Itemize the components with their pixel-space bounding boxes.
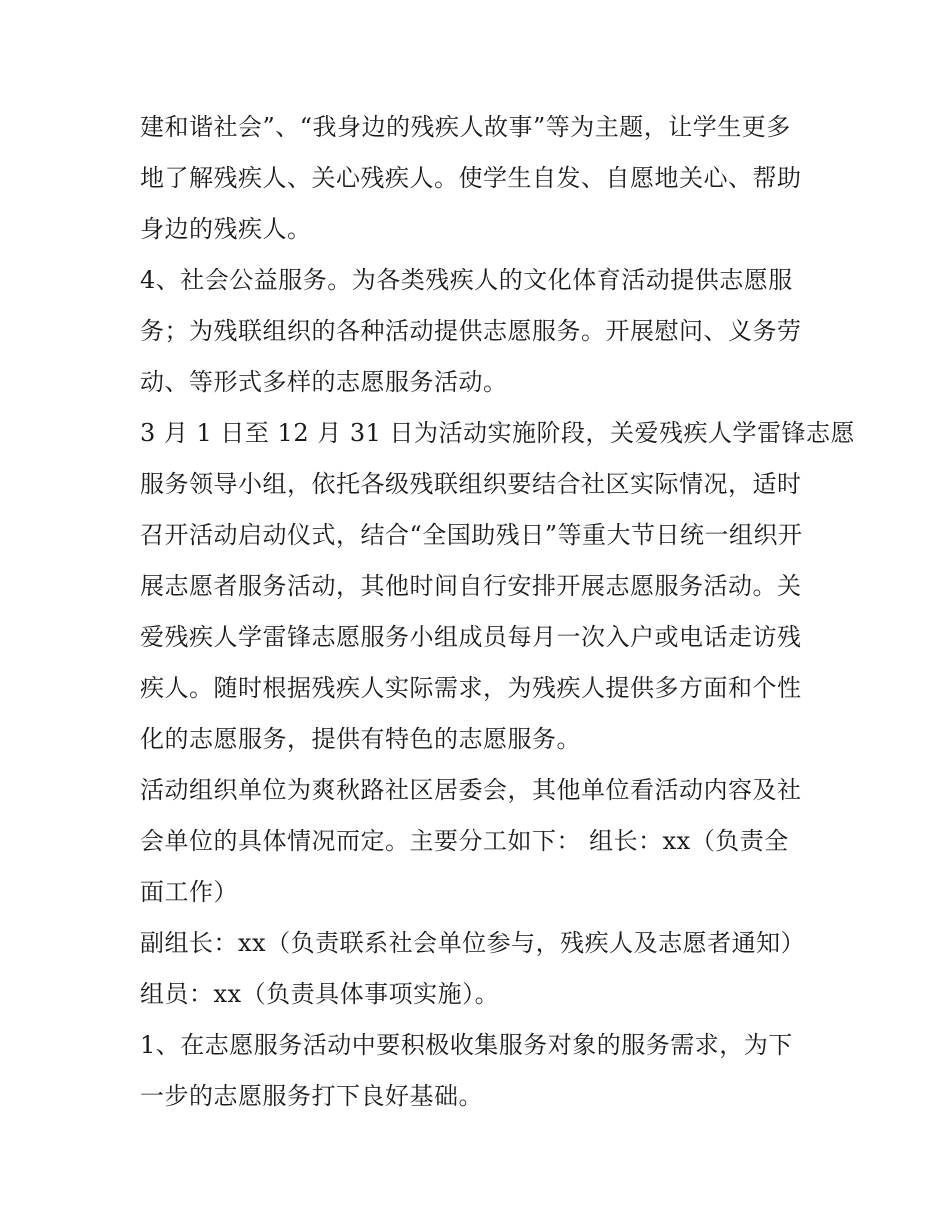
text-line: 动、等形式多样的志愿服务活动。 [140,368,508,396]
text-line: 爱残疾人学雷锋志愿服务小组成员每月一次入户或电话走访残 [140,623,802,651]
text-line: 疾人。随时根据残疾人实际需求，为残疾人提供多方面和个性 [140,674,802,702]
text-line: 服务领导小组，依托各级残联组织要结合社区实际情况，适时 [140,470,802,498]
text-line: 化的志愿服务，提供有特色的志愿服务。 [140,725,581,753]
text-line: 组员：xx（负责具体事项实施）。 [140,980,500,1008]
text-line: 展志愿者服务活动，其他时间自行安排开展志愿服务活动。关 [140,572,802,600]
text-line: 1、在志愿服务活动中要积极收集服务对象的服务需求，为下 [140,1031,793,1059]
text-line: 面工作） [140,878,238,906]
text-line: 召开活动启动仪式，结合“全国助残日”等重大节日统一组织开 [140,521,803,549]
text-line: 副组长：xx（负责联系社会单位参与，残疾人及志愿者通知） [140,929,806,957]
text-line: 建和谐社会”、“我身边的残疾人故事”等为主题，让学生更多 [140,113,791,141]
text-line: 一步的志愿服务打下良好基础。 [140,1082,483,1110]
text-line: 3 月 1 日至 12 月 31 日为活动实施阶段，关爱残疾人学雷锋志愿 [140,419,856,447]
text-line: 地了解残疾人、关心残疾人。使学生自发、自愿地关心、帮助 [140,164,802,192]
text-line: 身边的残疾人。 [140,215,312,243]
text-line: 活动组织单位为爽秋路社区居委会，其他单位看活动内容及社 [140,776,802,804]
document-body [140,102,856,1122]
text-line: 务；为残联组织的各种活动提供志愿服务。开展慰问、义务劳 [140,317,802,345]
text-line: 4、社会公益服务。为各类残疾人的文化体育活动提供志愿服 [140,266,793,294]
text-line: 会单位的具体情况而定。主要分工如下： 组长：xx（负责全 [140,827,789,855]
